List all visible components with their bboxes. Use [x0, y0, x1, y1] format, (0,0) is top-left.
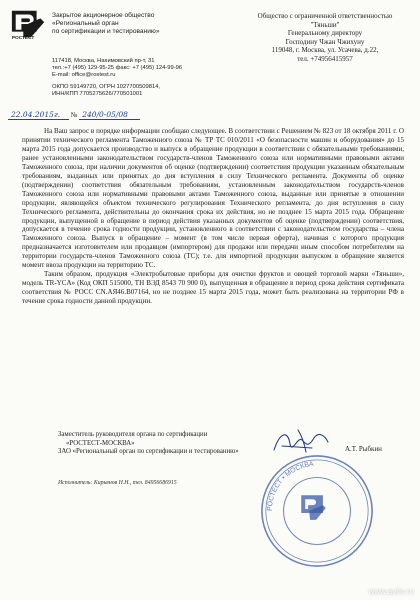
official-stamp [258, 452, 376, 570]
recipient-line: Общество с ограниченной ответственностью [257, 12, 393, 20]
sender-contacts [52, 58, 232, 98]
sender-email: E-mail: office@rostest.ru [52, 72, 116, 79]
sender-org-line: Закрытое акционерное общество [52, 12, 155, 19]
body-paragraph: Таким образом, продукция «Электробытовые приборы для очистки фруктов и овощей торговой марки «Тяньши», модель TR-YCA» (Код ОКП 515000, ТН ВЭД 8543 70 900 0), выпущенная в обращение в период срока действия сертификата соответствия № РОСС CN.АЯ46.В07164, но не позднее 15 марта 2015 года, может быть реализована на территории РФ в течение срока годности данной продукции. [22, 270, 404, 306]
recipient-line: 119048, г. Москва, ул. Усачева, д.22, [271, 46, 379, 55]
sender-okpo: ОКПО 59149720, ОГРН 1027700509814, [52, 83, 161, 90]
rostest-logo-icon [10, 8, 48, 42]
sender-inn: ИНН/КПП 7705275626/770501001 [52, 90, 143, 97]
outgoing-date: 22.04.2015г. [11, 110, 61, 119]
signer-position: Заместитель руководителя органа по сертификации [58, 431, 208, 438]
recipient-block [240, 12, 410, 64]
stamp-ring-text: РОСТЕСТ • МОСКВА [266, 460, 314, 512]
outgoing-number: 240/0-05/08 [82, 110, 128, 119]
recipient-line: тел. +74956415957 [297, 54, 353, 63]
executor-contact: Исполнитель: Кирьянов Н.Н., тел. 84956686915 [58, 480, 177, 486]
number-sign: № [70, 111, 78, 119]
logo-text: РОСТЕСТ [11, 36, 35, 42]
recipient-line: Генеральному директору [287, 29, 363, 38]
signer-org-full: ЗАО «Региональный орган по сертификации и тестированию» [58, 448, 239, 456]
sender-org-line: «Региональный орган [52, 20, 119, 28]
signer-org-short: «РОСТЕСТ-МОСКВА» [66, 439, 135, 447]
sender-org-line: по сертификации и тестированию» [52, 28, 160, 36]
watermark-text: www.avito.ru [368, 587, 414, 596]
signer-name: А.Т. Рыбкин [345, 445, 382, 453]
sender-organization [52, 12, 217, 37]
sender-phone: тел.:+7 (495) 129-95-25 факс: +7 (495) 124-99-96 [52, 65, 183, 72]
recipient-line: "Тяньши" [310, 20, 340, 29]
letter-body [22, 127, 404, 306]
recipient-line: Господину Чжан Чжихуну [285, 37, 365, 46]
sender-address: 117418, Москва, Нахимовский пр-т, 31 [52, 58, 155, 64]
body-paragraph: На Ваш запрос в порядке информации сообщаю следующее. В соответствии с Решением № 823 от 18 октября 2011 г. О принятии технического регламента Таможенного союза № ТР ТС 010/2011 «О безопасности машин и оборудования» до 15 марта 2015 года допускается производство и выпуск в обращение продукции в соответствии с обязательными требованиями, ранее установленными законодательством государств-членов Таможенного союза или нормативными правовыми актами Таможенного союза, при наличии документов об оценке (подтверждении) соответствия продукции указанным обязательным требованиям, выданных или принятых до дня вступления в силу Технического регламента. Документы об оценке (подтверждении) соответствия обязательным требованиям, установленным законодательством государств-членов Таможенного союза или нормативными правовыми актами Таможенного союза, выданные или принятые в отношении продукции, являющейся объектом технического регулирования Технического регламента, до дня вступления в силу Технического регламента, действительны до окончания срока их действия, но не позднее 15 марта 2015 года. Обращение продукции, выпущенной в обращение в период действия указанных документов об оценке (подтверждении) соответствия, допускается в течение срока годности продукции, установленного в соответствии с законодательством государства – члена Таможенного союза. Выпуск в обращение – момент (в том числе первая оферта), начиная с которого продукция предназначается изготовителем или продавцом (импортером) для продажи или передачи иным способом потребителям на территории государств-членов Таможенного союза (ТС); т.е. для импортной продукции выпуском в обращение является момент ввоза продукции на территорию ТС. [22, 127, 404, 270]
outgoing-reference [8, 110, 208, 120]
